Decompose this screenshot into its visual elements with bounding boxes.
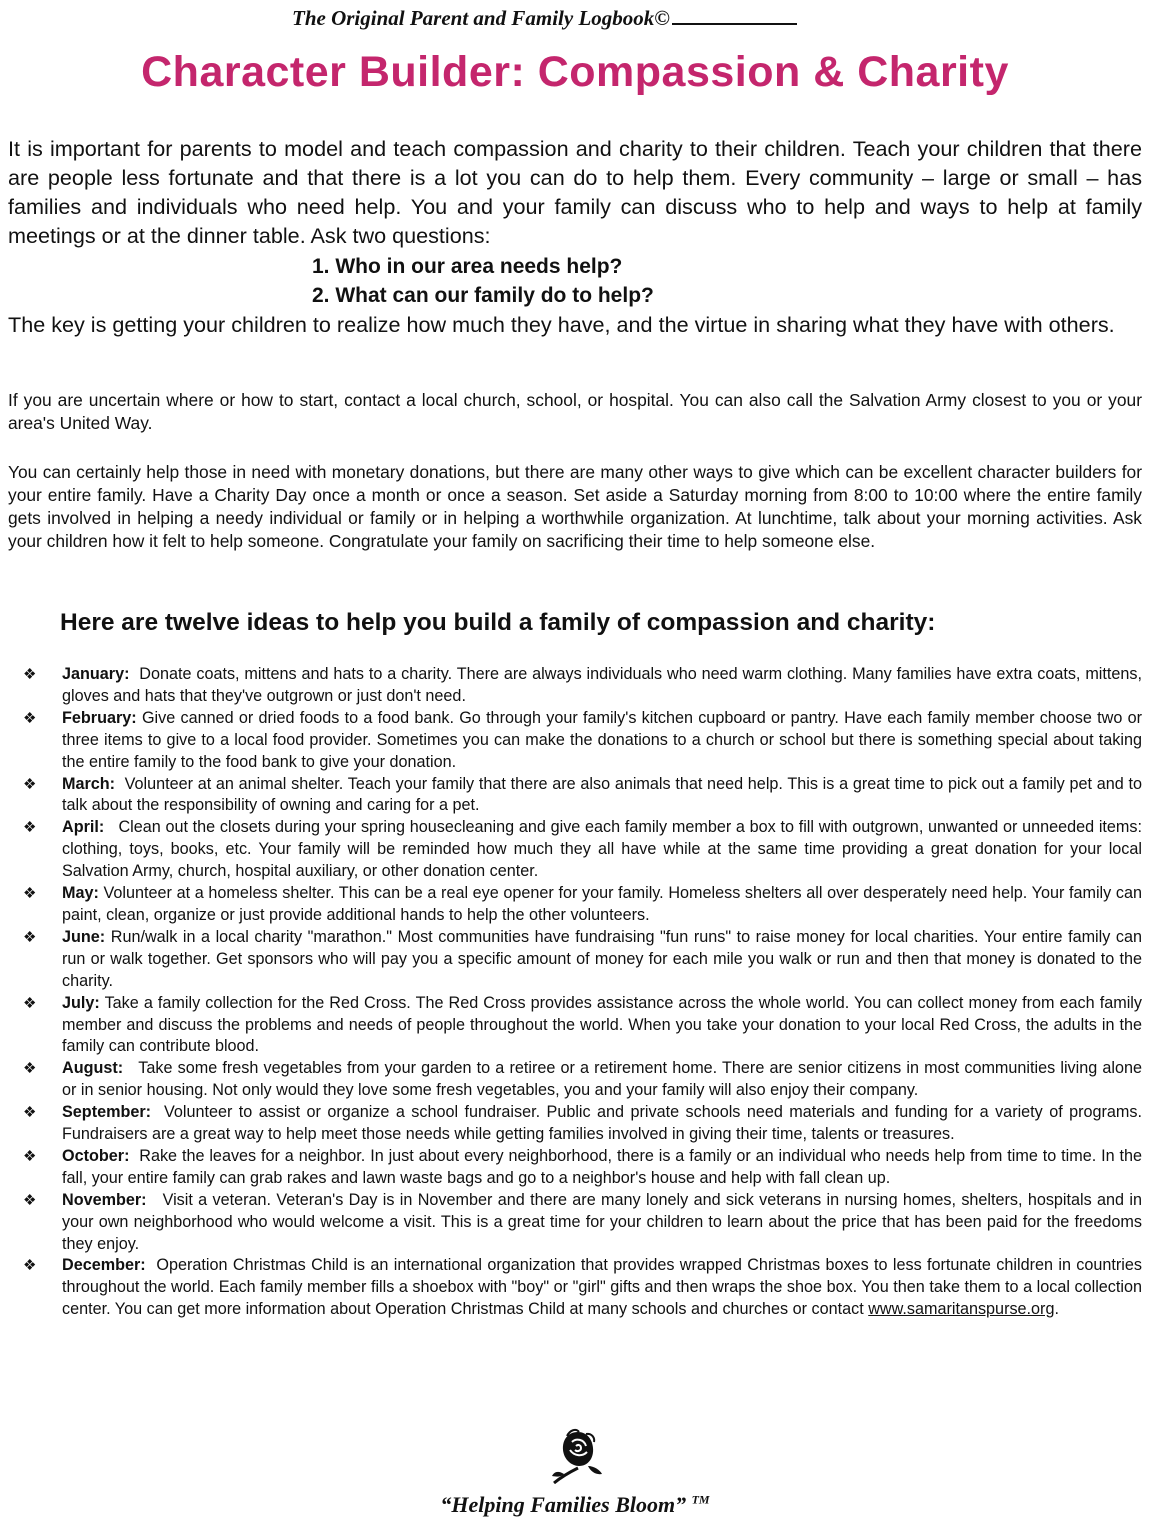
bullet-icon: ❖ — [23, 775, 37, 793]
rose-icon — [548, 1428, 608, 1484]
month-idea: Donate coats, mittens and hats to a charity. There are always individuals who need warm clothing. Many families have extra coats, mittens, gloves and hats that they've outgrown or just don't need. — [62, 665, 1142, 705]
month-name: November: — [62, 1190, 147, 1209]
month-idea: Volunteer at a homeless shelter. This can be a real eye opener for your family. Homeless shelters all over desperately need help. Your family can paint, clean, organize or just provide additional hands to help the other volunteers. — [62, 884, 1142, 924]
list-item-august — [0, 1058, 1150, 1102]
month-name: February: — [62, 708, 137, 727]
month-name: May: — [62, 884, 99, 903]
name-blank-line — [672, 7, 797, 25]
samaritans-purse-link[interactable]: www.samaritanspurse.org — [868, 1300, 1055, 1319]
bullet-icon: ❖ — [23, 1060, 37, 1078]
monthly-ideas-list — [0, 664, 1150, 1321]
trademark-mark: TM — [691, 1492, 710, 1507]
ideas-heading: Here are twelve ideas to help you build a family of compassion and charity: — [60, 609, 936, 636]
list-item-march — [0, 774, 1150, 818]
bullet-icon: ❖ — [23, 709, 37, 727]
list-item-june — [0, 927, 1150, 993]
bullet-icon: ❖ — [23, 666, 37, 683]
month-idea: Operation Christmas Child is an international organization that provides wrapped Christmas boxes to less fortunate children in countries throughout the world. Each family member fills a shoebox with "boy" or "girl" gifts and then wraps the shoe box. You then take them to a local collection center. You can get more information about Operation Christmas Child at many schools and churches or contact — [62, 1256, 1142, 1319]
list-item-december — [0, 1255, 1150, 1321]
month-name: October: — [62, 1146, 130, 1165]
list-item-september — [0, 1102, 1150, 1146]
list-item-february — [0, 708, 1150, 774]
question-item: 1. Who in our area needs help? — [312, 255, 623, 278]
month-idea: Clean out the closets during your spring housecleaning and give each family member a box to fill with outgrown, unwanted or unneeded items: clothing, toys, books, etc. Your family will be reminded how much they all have while at the same time providing a great donation for your local Salvation Army, church, hospital auxiliary, or other donation center. — [62, 818, 1142, 881]
month-name: September: — [62, 1103, 152, 1122]
month-idea: Take a family collection for the Red Cross. The Red Cross provides assistance across the whole world. You can collect money from each family member and discuss the problems and needs of people throughout the world. When you take your donation to your local Red Cross, the adults in the family can contribute blood. — [62, 993, 1142, 1056]
bullet-icon: ❖ — [23, 1104, 37, 1122]
list-item-april — [0, 817, 1150, 883]
slogan-text: “Helping Families Bloom” — [440, 1492, 687, 1517]
month-idea: Volunteer at an animal shelter. Teach your family that there are also animals that need help. This is a great time to pick out a family pet and to talk about the responsibility of owning and caring for a pet. — [62, 774, 1142, 815]
logbook-title: The Original Parent and Family Logbook© — [292, 6, 670, 30]
bullet-icon: ❖ — [23, 994, 37, 1012]
charity-day-paragraph: You can certainly help those in need with monetary donations, but there are many other ways to give which can be excellent character builders for your entire family. Have a Charity Day once a month or once a season. Set aside a Saturday morning from 8:00 to 10:00 where the entire family gets involved in helping a needy individual or family or in helping a worthwhile organization. At lunchtime, talk about your morning activities. Ask your children how it felt to help someone. Congratulate your family on sacrificing their time to help someone else. — [8, 462, 1142, 551]
logbook-header — [292, 6, 797, 31]
month-idea: Volunteer to assist or organize a school fundraiser. Public and private schools need materials and funding for a variety of programs. Fundraisers are a great way to help meet those needs while getting families involved in giving their time, talents or treasures. — [62, 1103, 1142, 1144]
getting-started-paragraph: If you are uncertain where or how to start, contact a local church, school, or hospital. You can also call the Salvation Army closest to you or your area's United Way. — [8, 390, 1142, 433]
bullet-icon: ❖ — [23, 928, 37, 946]
bullet-icon: ❖ — [23, 1257, 37, 1275]
question-item: 2. What can our family do to help? — [312, 284, 654, 307]
month-name: January: — [62, 665, 130, 683]
month-name: July: — [62, 993, 100, 1012]
list-item-january — [0, 664, 1150, 708]
month-idea-end: . — [1054, 1300, 1059, 1319]
list-item-may — [0, 883, 1150, 927]
intro-paragraph: It is important for parents to model and teach compassion and charity to their children. Teach your children that there are people less fortunate and that there is a lot you can do to help them. Every community – large or small – has families and individuals who need help. You and your family can discuss who to help and ways to help at family meetings or at the dinner table. Ask two questions: — [8, 136, 1142, 248]
question-list — [312, 252, 654, 310]
page-title: Character Builder: Compassion & Charity — [141, 48, 1009, 96]
month-name: March: — [62, 774, 116, 793]
month-name: April: — [62, 818, 105, 837]
month-name: June: — [62, 927, 106, 946]
month-idea: Take some fresh vegetables from your garden to a retiree or a retirement home. There are senior citizens in most communities living alone or in senior housing. Not only would they love some fresh vegetables, you and your family will also enjoy their company. — [62, 1059, 1142, 1100]
footer-slogan — [0, 1492, 1150, 1518]
bullet-icon: ❖ — [23, 1147, 37, 1165]
month-idea: Visit a veteran. Veteran's Day is in November and there are many lonely and sick veterans in nursing homes, shelters, hospitals and in your own neighborhood who would welcome a visit. This is a great time for your children to learn about the price that has been paid for the freedoms they enjoy. — [62, 1190, 1142, 1253]
list-item-july — [0, 993, 1150, 1059]
bullet-icon: ❖ — [23, 819, 37, 837]
month-idea: Run/walk in a local charity "marathon." Most communities have fundraising "fun runs" to raise money for local charities. Your entire family can run or walk together. Get sponsors who will pay you a specific amount of money for each mile you walk or run and then that money is donated to the charity. — [62, 927, 1142, 990]
month-idea: Rake the leaves for a neighbor. In just about every neighborhood, there is a family or an individual who needs help from time to time. In the fall, your entire family can grab rakes and lawn waste bags and go to a neighbor's house and help with fall clean up. — [62, 1146, 1142, 1187]
list-item-october — [0, 1146, 1150, 1190]
bullet-icon: ❖ — [23, 1191, 37, 1209]
list-item-november — [0, 1190, 1150, 1256]
month-name: December: — [62, 1256, 146, 1275]
month-name: August: — [62, 1059, 124, 1078]
key-paragraph: The key is getting your children to realize how much they have, and the virtue in sharing what they have with others. — [8, 312, 1115, 337]
month-idea: Give canned or dried foods to a food bank. Go through your family's kitchen cupboard or pantry. Have each family member choose two or three items to give to a local food provider. Sometimes you can make the donations to a church or school but there is something special about taking the entire family to the food bank to give your donation. — [62, 708, 1142, 771]
bullet-icon: ❖ — [23, 885, 37, 903]
